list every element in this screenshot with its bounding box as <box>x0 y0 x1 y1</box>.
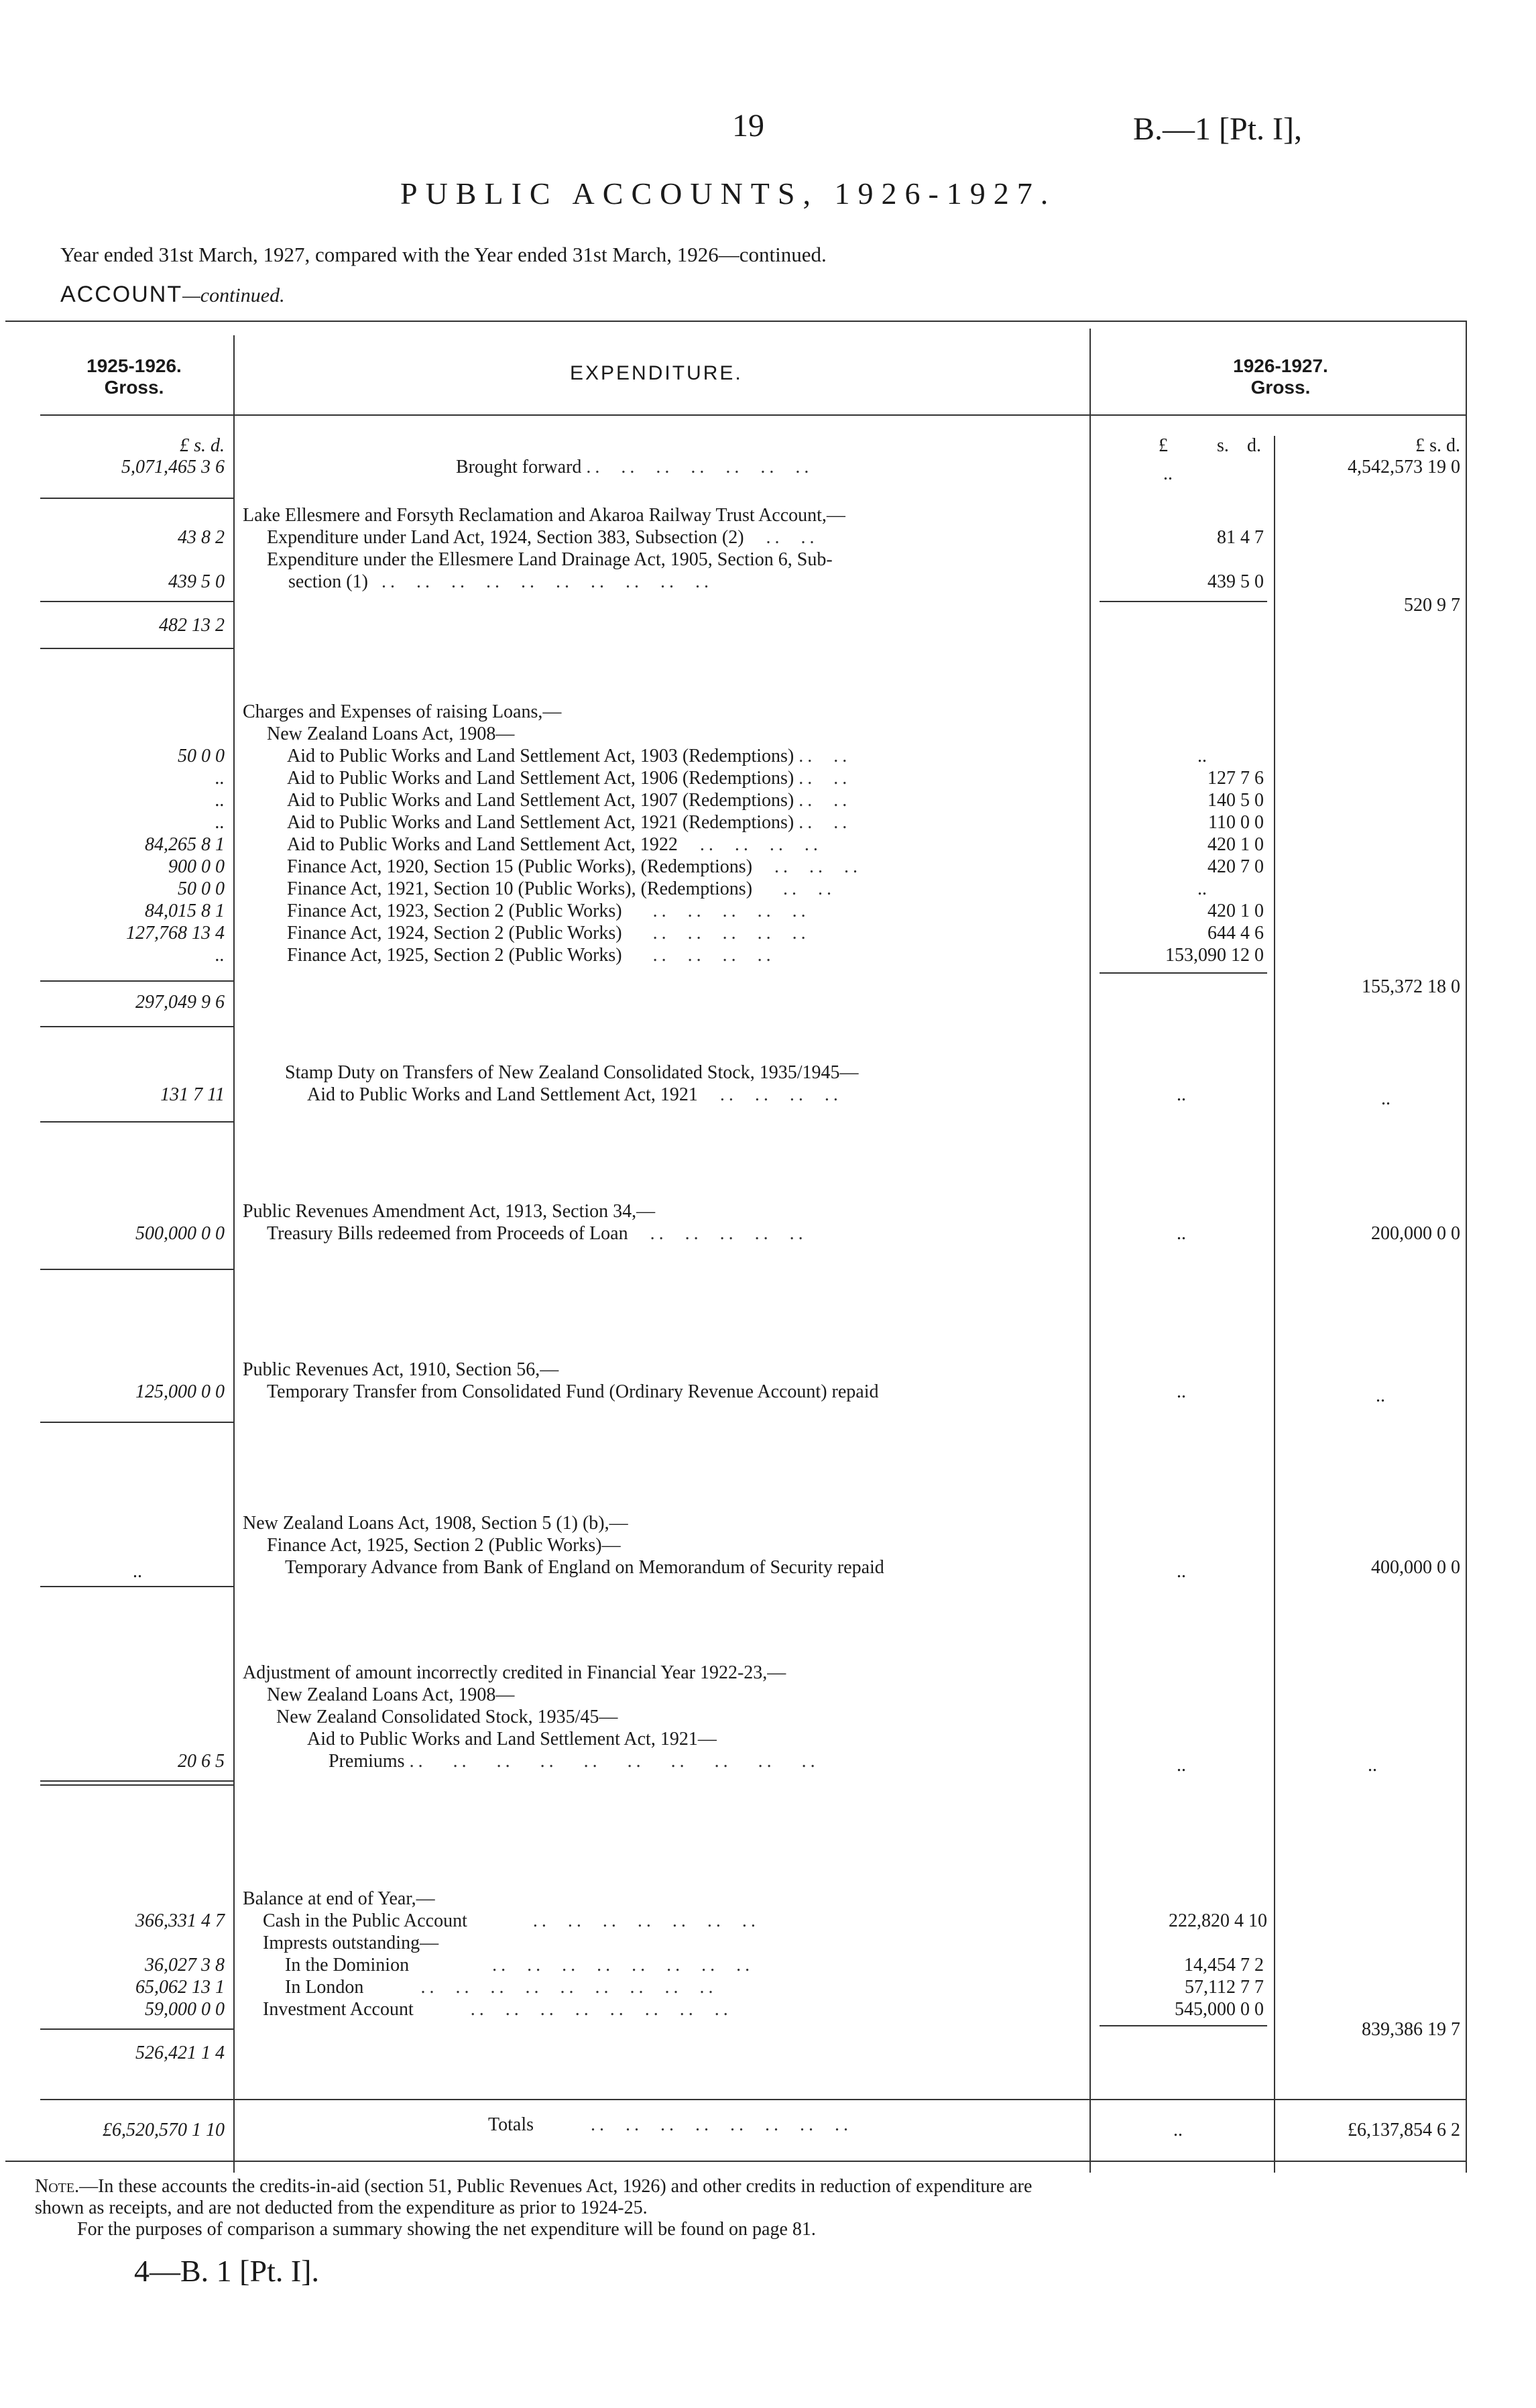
rule-lake-prev <box>40 601 233 602</box>
rule-rev1910-end <box>40 1422 233 1423</box>
charges-item: Finance Act, 1921, Section 10 (Public Works), (Redemptions) .. .. <box>287 878 836 899</box>
balance-mid-london: 57,112 7 7 <box>1185 1977 1264 1998</box>
charges-mid: 140 5 0 <box>1207 790 1264 811</box>
brought-forward-label: Brought forward .. .. .. .. .. .. .. <box>456 457 813 477</box>
account-label <box>60 282 285 308</box>
charges-mid: 420 1 0 <box>1207 834 1264 855</box>
balance-mid-cash: 222,820 4 10 <box>1169 1910 1267 1931</box>
adjust-line1: New Zealand Loans Act, 1908— <box>267 1684 515 1705</box>
lake-line2b-text: section (1) <box>288 571 368 592</box>
balance-prev-investment: 59,000 0 0 <box>145 1999 225 2020</box>
rule-lake-end <box>40 648 233 649</box>
balance-mid-dominion: 14,454 7 2 <box>1184 1955 1264 1975</box>
charges-item-label: Aid to Public Works and Land Settlement Act, 1921 (Redemptions) <box>287 812 794 833</box>
lake-line2a: Expenditure under the Ellesmere Land Drainage Act, 1905, Section 6, Sub- <box>267 549 833 570</box>
rev1913-heading: Public Revenues Amendment Act, 1913, Section 34,— <box>243 1201 656 1222</box>
loans1908-mid: .. <box>1177 1561 1186 1582</box>
lake-prev2: 439 5 0 <box>168 571 225 592</box>
lake-line2b: section (1) .. .. .. .. .. .. .. .. .. .. <box>288 571 713 592</box>
adjust-line2: New Zealand Consolidated Stock, 1935/45— <box>276 1707 618 1727</box>
charges-mid: 420 1 0 <box>1207 901 1264 921</box>
balance-cash-text: Cash in the Public Account <box>263 1910 467 1931</box>
charges-item-label: Aid to Public Works and Land Settlement Act, 1906 (Redemptions) <box>287 768 794 789</box>
loans1908-line1: Finance Act, 1925, Section 2 (Public Works)— <box>267 1535 621 1556</box>
balance-cash: Cash in the Public Account .. .. .. .. .. .. .. <box>263 1910 760 1931</box>
balance-london: In London .. .. .. .. .. .. .. .. .. <box>285 1977 717 1998</box>
col-header-curr-gross: Gross. <box>1250 377 1311 398</box>
rule-stamp-end <box>40 1121 233 1123</box>
loans1908-curr: 400,000 0 0 <box>1371 1557 1460 1578</box>
totals-label: Totals .. .. .. .. .. .. .. .. <box>488 2114 853 2135</box>
charges-mid: 644 4 6 <box>1207 923 1264 943</box>
rule-charges-end <box>40 1026 233 1027</box>
adjust-line4: Premiums .. .. .. .. .. .. .. .. .. .. <box>329 1751 819 1772</box>
adjust-line3: Aid to Public Works and Land Settlement Act, 1921— <box>307 1729 717 1750</box>
charges-item-label: Aid to Public Works and Land Settlement Act, 1907 (Redemptions) <box>287 790 794 811</box>
table-right-border <box>1466 321 1467 2173</box>
note-label: Note. <box>35 2176 80 2197</box>
charges-prev: 900 0 0 <box>168 856 225 877</box>
brought-forward-text: Brought forward <box>456 457 582 477</box>
col-header-prev-year: 1925-1926. <box>86 355 182 376</box>
charges-mid: .. <box>1197 746 1207 766</box>
col-header-prev <box>40 355 228 398</box>
lake-line1: Expenditure under Land Act, 1924, Section 383, Subsection (2) .. .. <box>267 527 819 548</box>
totals-rule-top <box>40 2099 1467 2100</box>
brought-forward-prev: 5,071,465 3 6 <box>121 457 225 477</box>
balance-london-text: In London <box>285 1977 364 1998</box>
col-header-curr <box>1187 355 1374 398</box>
col-divider-3 <box>1274 436 1275 2173</box>
rev1910-heading: Public Revenues Act, 1910, Section 56,— <box>243 1359 559 1380</box>
charges-prev: .. <box>215 945 225 966</box>
charges-sub: New Zealand Loans Act, 1908— <box>267 724 515 744</box>
stamp-line: Aid to Public Works and Land Settlement Act, 1921 .. .. .. .. <box>307 1084 842 1105</box>
charges-item-label: Finance Act, 1925, Section 2 (Public Works) <box>287 945 622 966</box>
col-header-prev-gross: Gross. <box>104 377 164 398</box>
lake-mid2: 439 5 0 <box>1207 571 1264 592</box>
rule-loans1908-end <box>40 1586 233 1587</box>
charges-curr-total: 155,372 18 0 <box>1362 976 1460 997</box>
lake-curr-total: 520 9 7 <box>1404 595 1460 616</box>
adjust-mid: .. <box>1177 1755 1186 1776</box>
table-bottom-rule <box>5 2161 1467 2162</box>
charges-item: Finance Act, 1920, Section 15 (Public Works), (Redemptions) .. .. .. <box>287 856 862 877</box>
col-divider-1 <box>233 335 235 2173</box>
stamp-heading: Stamp Duty on Transfers of New Zealand Consolidated Stock, 1935/1945— <box>285 1062 859 1083</box>
footer-note <box>35 2176 1032 2197</box>
lake-heading: Lake Ellesmere and Forsyth Reclamation and Akaroa Railway Trust Account,— <box>243 505 845 526</box>
col-header-curr-year: 1926-1927. <box>1233 355 1328 376</box>
charges-prev: .. <box>215 790 225 811</box>
charges-mid: 420 7 0 <box>1207 856 1264 877</box>
charges-prev: 84,265 8 1 <box>145 834 225 855</box>
charges-mid: .. <box>1197 878 1207 899</box>
loans1908-prev: .. <box>133 1561 142 1582</box>
charges-item: Aid to Public Works and Land Settlement Act, 1906 (Redemptions) .. .. <box>287 768 851 789</box>
rule-rev1913-end <box>40 1269 233 1270</box>
charges-mid: 153,090 12 0 <box>1165 945 1264 966</box>
loans1908-heading: New Zealand Loans Act, 1908, Section 5 (1) (b),— <box>243 1513 628 1534</box>
charges-item: Aid to Public Works and Land Settlement Act, 1907 (Redemptions) .. .. <box>287 790 851 811</box>
rule-balance-prev <box>40 2028 233 2030</box>
balance-investment-text: Investment Account <box>263 1999 414 2020</box>
charges-prev: .. <box>215 768 225 789</box>
charges-mid: 110 0 0 <box>1208 812 1264 833</box>
rev1910-prev: 125,000 0 0 <box>135 1381 225 1402</box>
lake-prev1: 43 8 2 <box>178 527 225 548</box>
balance-investment: Investment Account .. .. .. .. .. .. .. .. <box>263 1999 732 2020</box>
stamp-line-text: Aid to Public Works and Land Settlement Act, 1921 <box>307 1084 698 1105</box>
table-top-rule <box>5 321 1467 322</box>
rule-charges-prev <box>40 980 233 982</box>
col-header-expenditure: EXPENDITURE. <box>570 362 743 384</box>
rev1913-prev: 500,000 0 0 <box>135 1223 225 1244</box>
rev1910-mid: .. <box>1177 1381 1186 1402</box>
adjust-heading: Adjustment of amount incorrectly credited in Financial Year 1922-23,— <box>243 1662 786 1683</box>
charges-mid: 127 7 6 <box>1207 768 1264 789</box>
units-curr: £ s. d. <box>1415 435 1460 456</box>
rev1913-line-text: Treasury Bills redeemed from Proceeds of Loan <box>267 1223 628 1244</box>
page-title: PUBLIC ACCOUNTS, 1926-1927. <box>400 176 1057 211</box>
rev1913-line: Treasury Bills redeemed from Proceeds of Loan .. .. .. .. .. <box>267 1223 807 1244</box>
brought-forward-mid: .. <box>1163 463 1173 484</box>
loans1908-line2: Temporary Advance from Bank of England on Memorandum of Security repaid <box>285 1557 884 1578</box>
rule-balance-mid <box>1100 2025 1267 2026</box>
charges-prev: 84,015 8 1 <box>145 901 225 921</box>
rule-charges-mid <box>1100 972 1267 974</box>
units-mid-pence: d. <box>1247 435 1261 456</box>
charges-heading: Charges and Expenses of raising Loans,— <box>243 701 562 722</box>
balance-prev-total: 526,421 1 4 <box>135 2043 225 2063</box>
totals-curr: £6,137,854 6 2 <box>1348 2120 1460 2140</box>
adjust-line4-text: Premiums <box>329 1751 405 1772</box>
header-bottom-rule <box>40 414 1467 416</box>
units-mid-pounds: £ <box>1159 435 1168 456</box>
charges-item: Finance Act, 1924, Section 2 (Public Works) .. .. .. .. .. <box>287 923 810 943</box>
totals-mid: .. <box>1173 2120 1183 2140</box>
rule-bf <box>40 498 233 499</box>
rev1910-curr: .. <box>1376 1385 1385 1406</box>
charges-prev: 50 0 0 <box>178 878 225 899</box>
adjust-curr: .. <box>1368 1755 1377 1776</box>
page-number: 19 <box>732 108 764 144</box>
page-subtitle: Year ended 31st March, 1927, compared with the Year ended 31st March, 1926—continued. <box>60 243 827 266</box>
charges-prev-total: 297,049 9 6 <box>135 992 225 1013</box>
balance-prev-london: 65,062 13 1 <box>135 1977 225 1998</box>
balance-prev-dominion: 36,027 3 8 <box>145 1955 225 1975</box>
balance-curr-total: 839,386 19 7 <box>1362 2019 1460 2040</box>
charges-prev: 127,768 13 4 <box>126 923 225 943</box>
rule-lake-mid <box>1100 601 1267 602</box>
adjust-prev: 20 6 5 <box>178 1751 225 1772</box>
charges-item: Finance Act, 1925, Section 2 (Public Works) .. .. .. .. <box>287 945 775 966</box>
charges-item: Aid to Public Works and Land Settlement Act, 1903 (Redemptions) .. .. <box>287 746 851 766</box>
footer-note-3: For the purposes of comparison a summary showing the net expenditure will be found on page 81. <box>77 2219 816 2240</box>
lake-mid1: 81 4 7 <box>1217 527 1264 548</box>
charges-item-label: Finance Act, 1920, Section 15 (Public Works), (Redemptions) <box>287 856 753 877</box>
stamp-mid: .. <box>1177 1084 1186 1105</box>
rev1913-curr: 200,000 0 0 <box>1371 1223 1460 1244</box>
rule-adjust-end <box>40 1780 233 1782</box>
account-suffix: —continued. <box>182 284 285 306</box>
stamp-prev: 131 7 11 <box>160 1084 225 1105</box>
balance-dominion: In the Dominion .. .. .. .. .. .. .. .. <box>285 1955 754 1975</box>
charges-item: Aid to Public Works and Land Settlement Act, 1922 .. .. .. .. <box>287 834 822 855</box>
balance-dominion-text: In the Dominion <box>285 1955 410 1975</box>
footer-note-2: shown as receipts, and are not deducted from the expenditure as prior to 1924-25. <box>35 2197 648 2218</box>
charges-item: Finance Act, 1923, Section 2 (Public Works) .. .. .. .. .. <box>287 901 810 921</box>
charges-item-label: Finance Act, 1923, Section 2 (Public Works) <box>287 901 622 921</box>
rev1913-mid: .. <box>1177 1223 1186 1244</box>
rev1910-line: Temporary Transfer from Consolidated Fund (Ordinary Revenue Account) repaid <box>267 1381 879 1402</box>
charges-prev: 50 0 0 <box>178 746 225 766</box>
charges-item: Aid to Public Works and Land Settlement Act, 1921 (Redemptions) .. .. <box>287 812 851 833</box>
signature-mark: 4—B. 1 [Pt. I]. <box>134 2254 319 2288</box>
units-mid-shillings: s. <box>1217 435 1229 456</box>
charges-prev: .. <box>215 812 225 833</box>
brought-forward-curr: 4,542,573 19 0 <box>1348 457 1460 477</box>
balance-mid-investment: 545,000 0 0 <box>1175 1999 1264 2020</box>
account-text: ACCOUNT <box>60 282 183 307</box>
totals-label-text: Totals <box>488 2114 534 2135</box>
units-prev: £ s. d. <box>180 435 225 456</box>
col-divider-2 <box>1089 329 1091 2173</box>
document-reference: B.—1 [Pt. I], <box>1133 111 1302 147</box>
charges-item-label: Finance Act, 1924, Section 2 (Public Works) <box>287 923 622 943</box>
lake-prev-total: 482 13 2 <box>159 615 225 636</box>
balance-prev-cash: 366,331 4 7 <box>135 1910 225 1931</box>
stamp-curr: .. <box>1381 1088 1391 1109</box>
charges-item-label: Aid to Public Works and Land Settlement Act, 1903 (Redemptions) <box>287 746 794 766</box>
balance-imprests: Imprests outstanding— <box>263 1933 439 1953</box>
charges-item-label: Finance Act, 1921, Section 10 (Public Works), (Redemptions) <box>287 878 753 899</box>
charges-item-label: Aid to Public Works and Land Settlement Act, 1922 <box>287 834 678 855</box>
note-text: —In these accounts the credits-in-aid (section 51, Public Revenues Act, 1926) and other credits in reduction of expenditure are <box>79 2176 1032 2197</box>
totals-prev: £6,520,570 1 10 <box>103 2120 225 2140</box>
lake-line1-text: Expenditure under Land Act, 1924, Section 383, Subsection (2) <box>267 527 744 548</box>
rule-adjust-end2 <box>40 1784 233 1786</box>
balance-heading: Balance at end of Year,— <box>243 1888 435 1909</box>
